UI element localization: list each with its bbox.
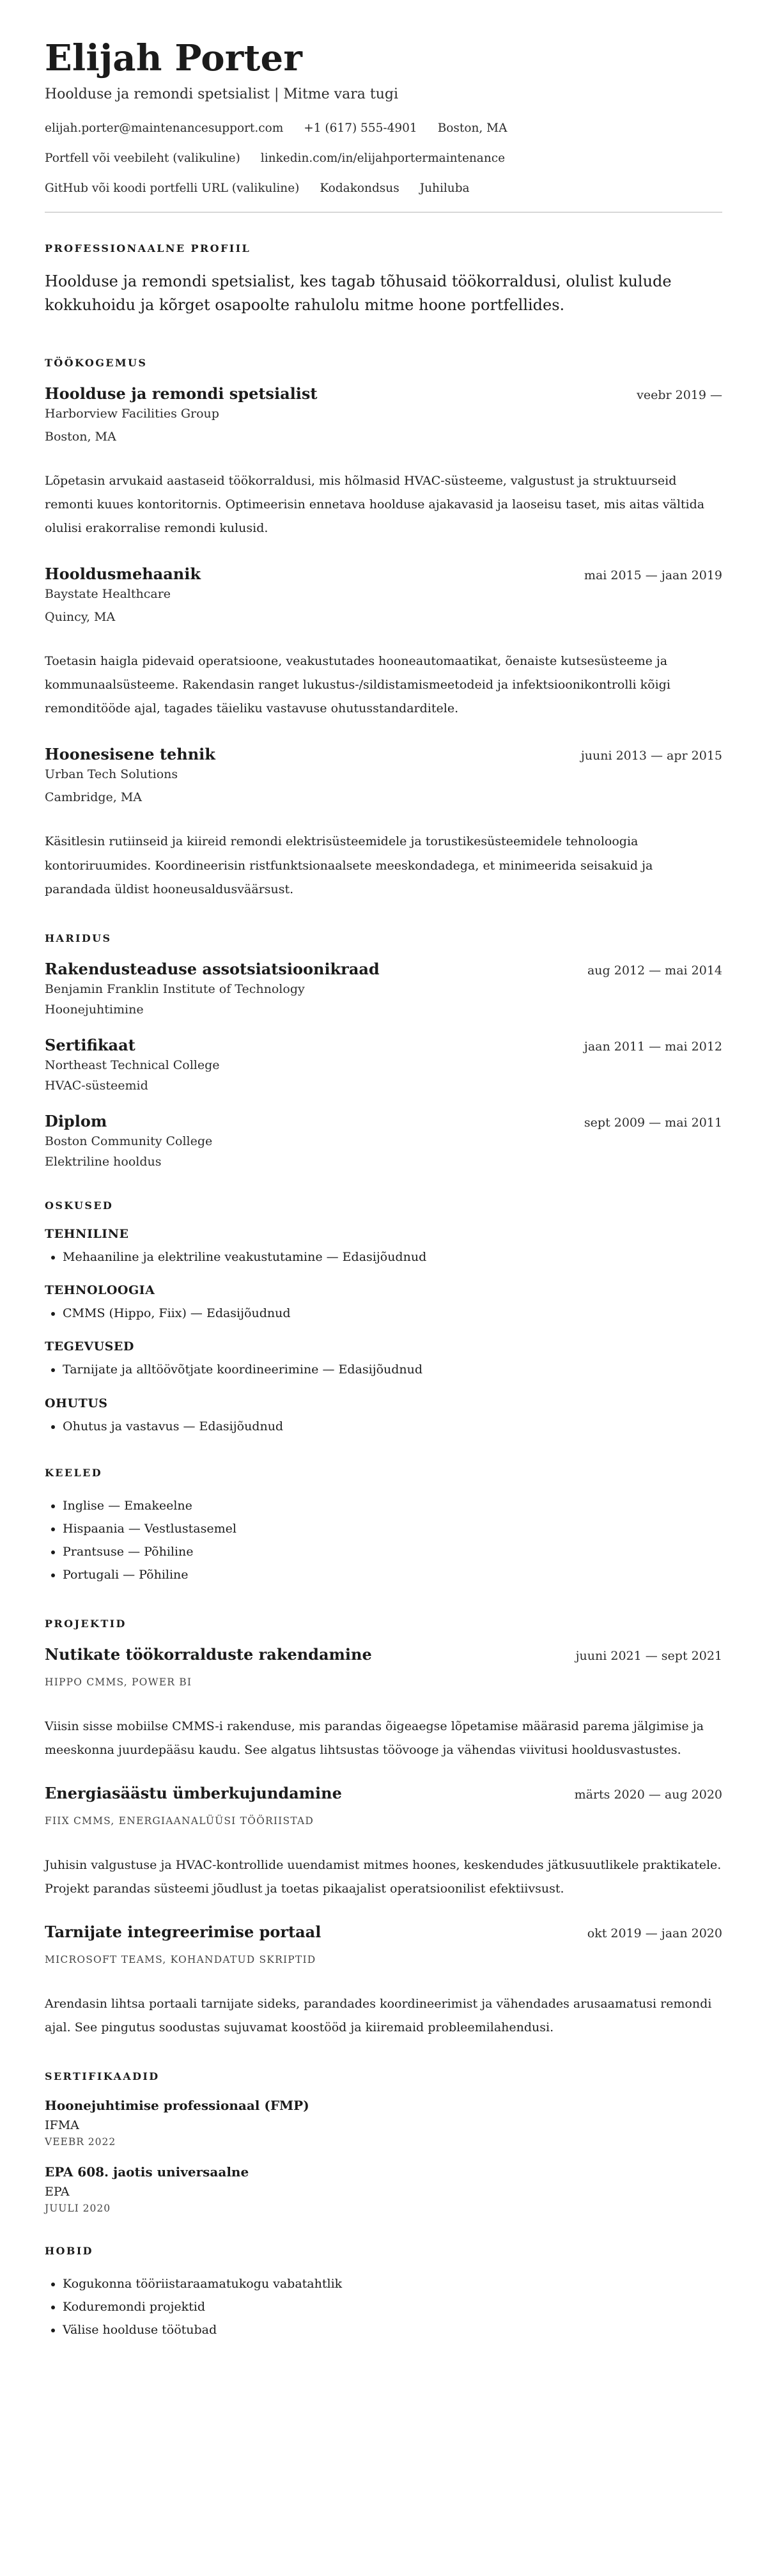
language-list [45,1494,722,1586]
languages-heading: KEELED [45,1467,103,1479]
project-description: Juhisin valgustuse ja HVAC-kontrollide uuendamist mitmes hoones, keskendudes jätkusuutlikele praktikatele. Projekt parandas süsteemi jõudlust ja toetas pikaajalist operatsioonilist efektiivsust. [45,1857,722,1896]
contact-row-1 [45,121,722,135]
certification-date: JUULI 2020 [45,2202,111,2214]
experience-item [45,384,722,540]
hobby-item: • Kogukonna tööriistaraamatukogu vabatahtlik [63,2272,722,2295]
project-tech: MICROSOFT TEAMS, KOHANDATUD SKRIPTID [45,1953,316,1965]
project-dates: okt 2019 — jaan 2020 [587,1926,722,1940]
phone-number[interactable]: +1 (617) 555-4901 [304,121,417,135]
skill-category-title: TEHNOLOOGIA [45,1283,155,1297]
certification-item [45,2164,722,2214]
profile-summary: Hoolduse ja remondi spetsialist, kes tagab tõhusaid töökorraldusi, olulist kulude kokkuhoidu ja kõrget osapoolte rahulolu mitme hoone portfellides. [45,272,672,314]
language-item: • Hispaania — Vestlustasemel [63,1517,722,1540]
degree-title: Diplom [45,1111,107,1130]
skill-category-title: TEGEVUSED [45,1339,134,1354]
experience-item [45,745,722,901]
projects-section [45,1618,722,2040]
project-title: Nutikate töökorralduste rakendamine [45,1644,372,1664]
field-of-study: HVAC-süsteemid [45,1078,148,1093]
skill-list [45,1360,722,1379]
skill-list [45,1304,722,1323]
school-name: Northeast Technical College [45,1058,220,1072]
language-item: • Portugali — Põhiline [63,1563,722,1586]
projects-heading: PROJEKTID [45,1617,127,1630]
school-name: Benjamin Franklin Institute of Technology [45,981,305,996]
project-title: Energiasäästu ümberkujundamine [45,1783,342,1802]
certification-date: VEEBR 2022 [45,2135,116,2148]
job-description: Lõpetasin arvukaid aastaseid töökorraldusi, mis hõlmasid HVAC-süsteeme, valgustust ja struktuurseid remonti kuues kontoritornis. Optimeerisin ennetava hoolduse ajakavasid ja laoseisu taset, mis aitas vältida olulisi erakorralise remondi kulusid. [45,474,705,536]
job-dates: veebr 2019 — [637,388,722,403]
header-divider [45,212,722,213]
contact-row-2 [45,152,722,165]
project-title: Tarnijate integreerimise portaal [45,1922,322,1941]
skill-category-title: TEHNILINE [45,1226,129,1241]
certification-issuer: EPA [45,2184,70,2199]
experience-item [45,565,722,721]
hobbies-heading: HOBID [45,2244,93,2257]
job-description: Käsitlesin rutiinseid ja kiireid remondi elektrisüsteemidele ja torustikesüsteemidele tehnoloogia kontoriruumides. Koordineerisin ristfunktsionaalsete meeskondadega, et minimeerida seisakuid ja parandada üldist hooneusaldusväärsust. [45,834,653,896]
hobby-item: • Koduremondi projektid [63,2295,722,2318]
experience-section [45,357,722,901]
github-link[interactable]: GitHub või koodi portfelli URL (valikuline) [45,181,300,195]
skills-section [45,1199,722,1437]
hobby-item: • Välise hoolduse töötubad [63,2318,722,2341]
job-title: Hoolduse ja remondi spetsialist [45,384,318,403]
field-of-study: Elektriline hooldus [45,1154,162,1169]
education-item [45,960,722,1017]
skill-category-title: OHUTUS [45,1396,108,1410]
certification-item [45,2098,722,2148]
hobby-list [45,2272,722,2341]
skill-item: • CMMS (Hippo, Fiix) — Edasijõudnud [63,1304,722,1323]
degree-title: Rakendusteaduse assotsiatsioonikraad [45,959,380,978]
education-dates: jaan 2011 — mai 2012 [584,1039,722,1054]
job-location: Boston, MA [45,430,116,444]
location: Boston, MA [437,121,507,135]
project-dates: juuni 2021 — sept 2021 [575,1648,722,1663]
project-tech: FIIX CMMS, ENERGIAANALÜÜSI TÖÖRIISTAD [45,1815,314,1827]
contact-row-3 [45,182,722,195]
experience-heading: TÖÖKOGEMUS [45,357,148,370]
project-item [45,1784,722,1901]
project-dates: märts 2020 — aug 2020 [574,1787,722,1802]
company-name: Urban Tech Solutions [45,767,178,782]
education-dates: sept 2009 — mai 2011 [584,1115,722,1130]
education-section [45,932,722,1169]
certification-issuer: IFMA [45,2118,79,2132]
skill-item: • Ohutus ja vastavus — Edasijõudnud [63,1417,722,1436]
project-description: Arendasin lihtsa portaali tarnijate sideks, parandades koordineerimist ja vähendades arusaamatusi remondi ajal. See pingutus soodustas sujuvamat koostööd ja kiiremaid probleemilahendusi. [45,1996,712,2034]
job-title: Hooldusmehaanik [45,565,201,584]
job-dates: mai 2015 — jaan 2019 [584,568,722,583]
skill-list [45,1417,722,1436]
education-dates: aug 2012 — mai 2014 [587,963,722,978]
language-item: • Prantsuse — Põhiline [63,1540,722,1563]
profile-heading: PROFESSIONAALNE PROFIIL [45,242,251,254]
education-item [45,1036,722,1093]
project-description: Viisin sisse mobiilse CMMS-i rakenduse, mis parandas õigeaegse lõpetamise määrasid parema jälgimise ja meeskonna juurdepääsu kaudu. See algatus lihtsustas töövooge ja vähendas viivitusi hooldusvastustes. [45,1719,704,1757]
skill-item: • Tarnijate ja alltöövõtjate koordineerimine — Edasijõudnud [63,1360,722,1379]
education-item [45,1112,722,1169]
candidate-name: Elijah Porter [45,37,303,79]
email-link[interactable]: elijah.porter@maintenancesupport.com [45,121,284,135]
company-name: Harborview Facilities Group [45,407,219,421]
linkedin-link[interactable]: linkedin.com/in/elijahportermaintenance [260,151,506,165]
certifications-heading: SERTIFIKAADID [45,2070,160,2082]
drivers-license-label: Juhiluba [419,181,470,195]
candidate-title: Hoolduse ja remondi spetsialist | Mitme vara tugi [45,86,398,102]
skills-heading: OSKUSED [45,1199,114,1212]
project-item [45,1645,722,1762]
portfolio-link[interactable]: Portfell või veebileht (valikuline) [45,151,240,165]
project-item [45,1923,722,2040]
job-description: Toetasin haigla pidevaid operatsioone, veakustutades hooneautomaatikat, õenaiste kutsesüsteeme ja kommunaalsüsteeme. Rakendasin ranget lukustus-/sildistamismeetodeid ja infektsioonikontrolli kõigi remonditööde ajal, tagades täieliku vastavuse ohutusstandarditele. [45,654,670,716]
company-name: Baystate Healthcare [45,587,171,602]
language-item: • Inglise — Emakeelne [63,1494,722,1517]
certifications-section [45,2070,722,2214]
citizenship-label: Kodakondsus [320,181,399,195]
degree-title: Sertifikaat [45,1035,136,1054]
school-name: Boston Community College [45,1134,213,1148]
skill-item: • Mehaaniline ja elektriline veakustutamine — Edasijõudnud [63,1247,722,1267]
certification-name: EPA 608. jaotis universaalne [45,2164,249,2180]
certification-name: Hoonejuhtimise professionaal (FMP) [45,2097,309,2113]
project-tech: HIPPO CMMS, POWER BI [45,1676,192,1688]
job-title: Hoonesisene tehnik [45,745,215,764]
education-heading: HARIDUS [45,932,112,944]
skill-list [45,1247,722,1267]
job-location: Cambridge, MA [45,790,143,805]
job-dates: juuni 2013 — apr 2015 [580,749,722,763]
field-of-study: Hoonejuhtimine [45,1002,144,1017]
job-location: Quincy, MA [45,610,116,625]
